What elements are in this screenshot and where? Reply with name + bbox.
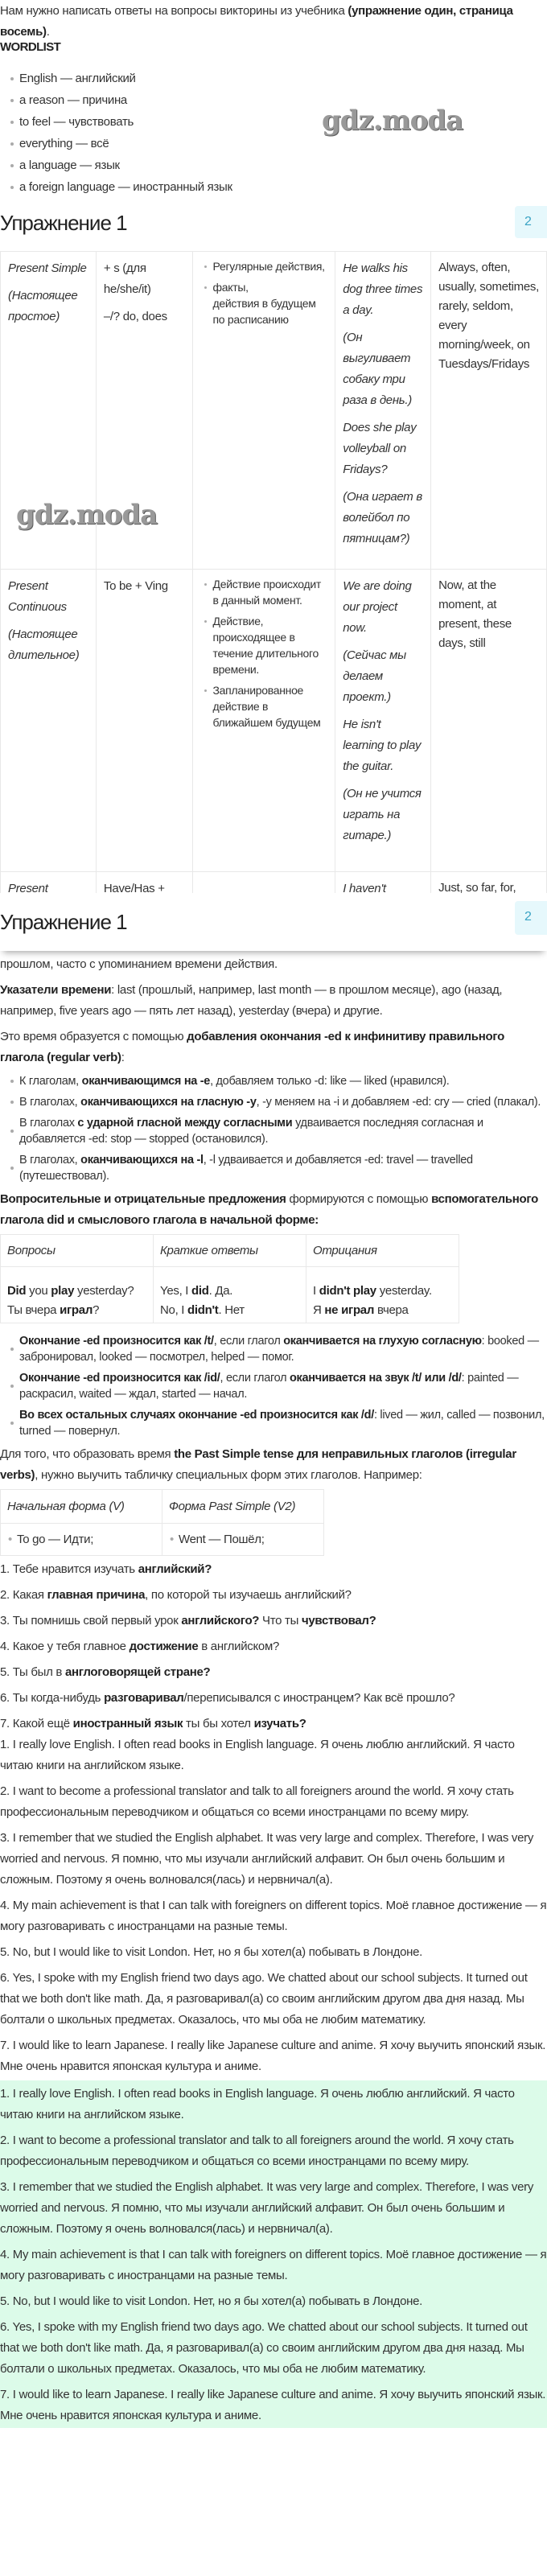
text-segment: удваивается последняя согласная и добавляется -ed: stop — stopped (остановился). — [19, 1117, 483, 1146]
text-segment: 2. Какая — [0, 1588, 47, 1602]
cell-line: Регулярные действия, — [200, 258, 329, 274]
cell-line: Does she play volleyball on Fridays? — [343, 421, 417, 476]
text-segment: : — [121, 1051, 125, 1064]
cell-line: To be + Ving — [103, 579, 168, 593]
header-cell: Вопросы — [1, 1235, 154, 1267]
irregular-table-wrap — [0, 1489, 547, 1556]
bold-text: Указатели времени — [0, 983, 112, 997]
watermark: gdz.moda — [322, 105, 463, 137]
cell-line: Present Simple — [8, 261, 87, 275]
bold-text: англоговорящей стране? — [64, 1665, 211, 1679]
verb-form: • Went — Пошёл; — [179, 1533, 265, 1546]
text-segment: , -l удваивается и добавляется -ed: travel — travelled (путешествовал). — [19, 1154, 473, 1183]
bold-text: вспомогательного глагола did и смыслового глагола в начальной форме: — [0, 1192, 539, 1227]
text-segment: 6. Ты когда-нибудь — [0, 1691, 105, 1705]
answer-item: 3. I remember that we studied the English alphabet. It was very large and complex. Therefore, I was very worried and nervous. Я помню, что мы изучали английский алфавит. Он был очень большим и сложным. Поэтому я очень волновался(лась) и нервничал(а). — [0, 1831, 534, 1887]
sticky-section-header — [0, 893, 547, 951]
table-header-row — [1, 1490, 324, 1524]
question-item — [0, 1585, 547, 1606]
answer-item: 6. Yes, I spoke with my English friend two days ago. We chatted about our school subjects. It turned out that we both don't like math. Да, я разговаривал(а) со своим английским другом два дня назад. Мы болтали о школьных предметах. Оказалось, что мы оба не любим математику. — [0, 2320, 528, 2376]
formation-paragraph — [0, 1027, 547, 1068]
table-cell — [154, 1267, 306, 1298]
question-item — [0, 1662, 547, 1683]
page-badge[interactable]: 2 — [515, 206, 547, 238]
bold-text: Окончание -ed произносится как /id/ — [19, 1372, 220, 1385]
rule-item — [0, 1152, 547, 1184]
form-cell — [96, 872, 192, 894]
text-segment: you — [26, 1283, 51, 1298]
questions-table — [0, 1234, 459, 1323]
text-segment: : lived — жил, called — позвонил, turned — повернул. — [19, 1409, 545, 1438]
table-cell — [1, 1298, 154, 1323]
cell-line: Запланированное действие в ближайшем будущем — [200, 682, 329, 730]
wordlist-item: a language — язык — [0, 154, 547, 176]
wordlist-item: to feel — чувствовать — [0, 111, 547, 133]
examples-cell — [335, 570, 431, 872]
wordlist-item: a foreign language — иностранный язык — [0, 176, 547, 198]
text-segment: ты бы хотел — [183, 1717, 254, 1730]
question-item — [0, 1611, 547, 1632]
text-segment: /переписывался с иностранцем? Как всё прошло? — [183, 1691, 455, 1705]
bold-text: оканчивается на звук /t/ или /d/ — [289, 1372, 462, 1385]
bold-text: didn't play — [319, 1283, 376, 1298]
question-item — [0, 1636, 547, 1657]
text-segment: ? — [93, 1302, 100, 1317]
text-segment: Для того, что образовать время — [0, 1447, 175, 1461]
cell-line: Действие, происходящее в течение длительного времени. — [200, 613, 329, 677]
bold-text: иностранный язык — [72, 1717, 183, 1730]
answer-item: 3. I remember that we studied the English alphabet. It was very large and complex. Therefore, I was very worried and nervous. Я помню, что мы изучали английский алфавит. Он был очень большим и сложным. Поэтому я очень волновался(лась) и нервничал(а). — [0, 2180, 534, 2236]
text-segment: 7. Какой ещё — [0, 1717, 73, 1730]
text-segment: : painted — раскрасил, waited — ждал, started — начал. — [19, 1372, 519, 1401]
cell-line: Действие происходит в данный момент. — [200, 576, 329, 608]
bold-text: играл — [60, 1302, 93, 1317]
time-markers-paragraph — [0, 980, 547, 1022]
text-segment: . Да. — [208, 1283, 233, 1298]
rule-item — [0, 1094, 547, 1110]
markers-cell: Just, so far, for, — [431, 872, 547, 894]
usage-extra: действия в будущем по расписанию — [212, 297, 316, 326]
header-cell: Отрицания — [306, 1235, 459, 1267]
text-segment: , добавляем только -d: like — liked (нравился). — [210, 1075, 450, 1088]
answer-item: 2. I want to become a professional translator and talk to all foreigners around the world. Я хочу стать профессиональным переводчиком и общаться со всеми иностранцами по всему миру. — [0, 2134, 514, 2168]
table-row — [1, 570, 547, 872]
text-segment: yesterday? — [74, 1283, 134, 1298]
wordlist — [0, 68, 547, 198]
bold-text: главная причина — [47, 1588, 146, 1602]
bold-text: добавления окончания -ed к инфинитиву правильного глагола (regular verb) — [0, 1030, 504, 1064]
bold-text: оканчивающихся на гласную -y — [80, 1096, 257, 1109]
markers-cell: Now, at the moment, at present, these days, still — [431, 570, 547, 872]
usage-list — [200, 258, 329, 295]
bold-text: изучать? — [253, 1717, 306, 1730]
bold-text: Окончание -ed произносится как /t/ — [19, 1335, 214, 1348]
verb-form: • To go — Идти; — [17, 1533, 93, 1546]
usage-cell — [192, 570, 335, 872]
text-segment: 3. Ты помнишь свой первый урок — [0, 1614, 182, 1627]
bold-text: the Past Simple tense для неправильных глаголов (irregular verbs) — [0, 1447, 516, 1482]
answer-item: 7. I would like to learn Japanese. I really like Japanese culture and anime. Я хочу выучить японский язык. Мне очень нравится японская культура и аниме. — [0, 2388, 546, 2422]
text-segment: В глаголах, — [19, 1154, 81, 1167]
section-header — [0, 206, 547, 238]
text-segment: В глаголах, — [19, 1096, 81, 1109]
wordlist-item: everything — всё — [0, 133, 547, 154]
pronunciation-item — [0, 1333, 547, 1365]
text-segment: 1. Тебе нравится изучать — [0, 1562, 138, 1576]
bold-text: английский? — [138, 1562, 212, 1576]
text-segment: в английском? — [198, 1640, 280, 1653]
cell-line: –/? do, does — [103, 310, 167, 323]
bold-text: с ударной гласной между согласными — [77, 1117, 293, 1130]
text-segment: . — [46, 25, 50, 39]
cell-line: + s (для he/she/it) — [103, 261, 151, 296]
table-cell — [162, 1524, 324, 1556]
page-badge[interactable]: 2 — [515, 901, 547, 935]
bold-text: didn't — [187, 1302, 219, 1317]
bold-text: разговаривал — [104, 1691, 184, 1705]
text-segment: Что ты — [259, 1614, 302, 1627]
wordlist-title: WORDLIST — [0, 40, 61, 54]
form-cell — [96, 570, 192, 872]
bold-text: оканчивающимся на -e — [81, 1075, 211, 1088]
tense-table-wrap — [0, 251, 547, 893]
answer-item: 2. I want to become a professional translator and talk to all foreigners around the world. Я хочу стать профессиональным переводчиком и общаться со всеми иностранцами по всему миру. — [0, 1784, 514, 1819]
answer-item: 5. No, but I would like to visit London. Нет, но я бы хотел(а) побывать в Лондоне. — [0, 1945, 423, 1959]
bold-text: Во всех остальных случаях окончание -ed произносится как /d/ — [19, 1409, 374, 1422]
text-segment: В глаголах — [19, 1117, 78, 1130]
cell-line: (Настоящее простое) — [8, 289, 78, 323]
bold-text: (упражнение один, страница восемь) — [0, 4, 513, 39]
text-segment: К глаголам, — [19, 1075, 82, 1088]
answer-item: 4. My main achievement is that I can talk with foreigners on different topics. Моё главное достижение — я могу разговаривать с иностранцами на разные темы. — [0, 1899, 547, 1933]
examples-cell — [335, 252, 431, 570]
text-segment: Yes, I — [160, 1283, 192, 1298]
table-row — [1, 1267, 459, 1298]
header-cell: Краткие ответы — [154, 1235, 306, 1267]
question-item — [0, 1714, 547, 1734]
tense-name-cell — [1, 570, 97, 872]
question-paragraph — [0, 1189, 547, 1231]
cell-line: (Он выгуливает собаку три раза в день.) — [343, 331, 412, 407]
theory-content — [0, 954, 547, 2428]
section-title: Упражнение 1 — [0, 211, 127, 235]
cell-line: (Настоящее длительное) — [8, 628, 80, 662]
text-segment: Нам нужно написать ответы на вопросы викторины из учебника — [0, 4, 348, 18]
cell-line: факты, — [200, 279, 329, 295]
text-segment: : booked — забронировал, looked — посмотрел, helped — помог. — [19, 1335, 539, 1364]
questions-list — [0, 1559, 547, 1734]
cell-line: He walks his dog three times a day. — [343, 261, 423, 317]
rules-list — [0, 1073, 547, 1184]
text-segment: , по которой ты изучаешь английский? — [145, 1588, 352, 1602]
wordlist-item: a reason — причина — [0, 89, 547, 111]
text-segment: , если глагол — [220, 1372, 290, 1385]
cell-line: I haven't — [343, 882, 386, 893]
table-cell — [306, 1298, 459, 1323]
table-cell — [154, 1298, 306, 1323]
tense-name-cell — [1, 872, 97, 894]
cell-line: (Сейчас мы делаем проект.) — [343, 648, 406, 704]
intro-text — [0, 1, 547, 43]
wordlist-item: English — английский — [0, 68, 547, 89]
cell-line: Have/Has + — [103, 882, 165, 893]
answers-highlight-box — [0, 2080, 547, 2428]
bold-text: play — [51, 1283, 75, 1298]
answers-list — [0, 1734, 547, 2077]
irregular-table — [0, 1489, 324, 1556]
bold-text: английского? — [181, 1614, 260, 1627]
text-segment: 4. Какое у тебя главное — [0, 1640, 130, 1653]
answer-item: 1. I really love English. I often read books in English language. Я очень люблю английский. Я часто читаю книги на английском языке. — [0, 2087, 515, 2121]
tense-table — [0, 251, 547, 893]
table-row — [1, 1298, 459, 1323]
bold-text: оканчивающихся на -l — [80, 1154, 204, 1167]
cell-line: We are doing our project now. — [343, 579, 412, 635]
examples-cell — [335, 872, 431, 894]
text-segment: 5. Ты был в — [0, 1665, 65, 1679]
text-segment: вчера — [374, 1302, 409, 1317]
table-cell — [1, 1524, 162, 1556]
pronunciation-item — [0, 1370, 547, 1402]
bold-text: Вопросительные и отрицательные предложения — [0, 1192, 286, 1206]
markers-cell: Always, often, usually, sometimes, rarely, seldom, every morning/week, on Tuesdays/Fridays — [431, 252, 547, 570]
table-row — [1, 1524, 324, 1556]
header-cell: Форма Past Simple (V2) — [162, 1490, 324, 1524]
rule-item — [0, 1115, 547, 1147]
rule-item — [0, 1073, 547, 1089]
answer-item: 6. Yes, I spoke with my English friend two days ago. We chatted about our school subjects. It turned out that we both don't like math. Да, я разговаривал(а) со своим английским другом два дня назад. Мы болтали о школьных предметах. Оказалось, что мы оба не любим математику. — [0, 1971, 528, 2027]
answer-item: 5. No, but I would like to visit London. Нет, но я бы хотел(а) побывать в Лондоне. — [0, 2294, 423, 2308]
cell-line: Present Continuous — [8, 579, 67, 614]
bold-text: не играл — [324, 1302, 375, 1317]
text-segment: yesterday. — [376, 1283, 432, 1298]
bold-text: чувствовал? — [301, 1614, 376, 1627]
text-segment: I — [313, 1283, 319, 1298]
text-segment: Я — [313, 1302, 325, 1317]
usage-cell — [192, 252, 335, 570]
table-header-row — [1, 1235, 459, 1267]
bold-text: оканчивается на глухую согласную — [283, 1335, 482, 1348]
answer-item: 7. I would like to learn Japanese. I really like Japanese culture and anime. Я хочу выучить японский язык. Мне очень нравится японская культура и аниме. — [0, 2039, 546, 2073]
cell-line: He isn't learning to play the guitar. — [343, 718, 422, 773]
cell-line: Present — [8, 882, 48, 893]
pronunciation-item — [0, 1407, 547, 1439]
watermark: gdz.moda — [16, 499, 158, 531]
cell-line: (Он не учится играть на гитаре.) — [343, 787, 422, 842]
text-segment: формируются с помощью — [286, 1192, 432, 1206]
question-item — [0, 1559, 547, 1580]
text-segment: . Нет — [218, 1302, 245, 1317]
text-segment: Это время образуется с помощью — [0, 1030, 187, 1043]
text-segment: , -y меняем на -i и добавляем -ed: cry — cried (плакал). — [256, 1096, 541, 1109]
text-segment: , нужно выучить табличку специальных форм этих глаголов. Например: — [35, 1468, 422, 1482]
cell-line: (Она играет в волейбол по пятницам?) — [343, 490, 422, 545]
text-segment: Ты вчера — [7, 1302, 60, 1317]
text-segment: : last (прошлый, например, last month — в прошлом месяце), ago (назад, например, five years ago — пять лет назад), yesterday (вчера) и другие. — [0, 983, 503, 1018]
header-cell: Начальная форма (V) — [1, 1490, 162, 1524]
answer-item: 4. My main achievement is that I can talk with foreigners on different topics. Моё главное достижение — я могу разговаривать с иностранцами на разные темы. — [0, 2248, 547, 2282]
text-segment: , если глагол — [213, 1335, 284, 1348]
table-cell — [1, 1267, 154, 1298]
bold-text: did — [191, 1283, 209, 1298]
usage-cell — [192, 872, 335, 894]
irregular-paragraph — [0, 1444, 547, 1486]
text-segment: No, I — [160, 1302, 188, 1317]
table-row — [1, 872, 547, 894]
usage-list — [200, 576, 329, 730]
bold-text: Did — [7, 1283, 27, 1298]
section-title: Упражнение 1 — [0, 910, 127, 934]
partial-line: прошлом, часто с упоминанием времени действия. — [0, 957, 278, 971]
bold-text: достижение — [129, 1640, 199, 1653]
question-item — [0, 1688, 547, 1709]
pronunciation-list — [0, 1333, 547, 1439]
answer-item: 1. I really love English. I often read books in English language. Я очень люблю английский. Я часто читаю книги на английском языке. — [0, 1738, 515, 1772]
table-cell — [306, 1267, 459, 1298]
